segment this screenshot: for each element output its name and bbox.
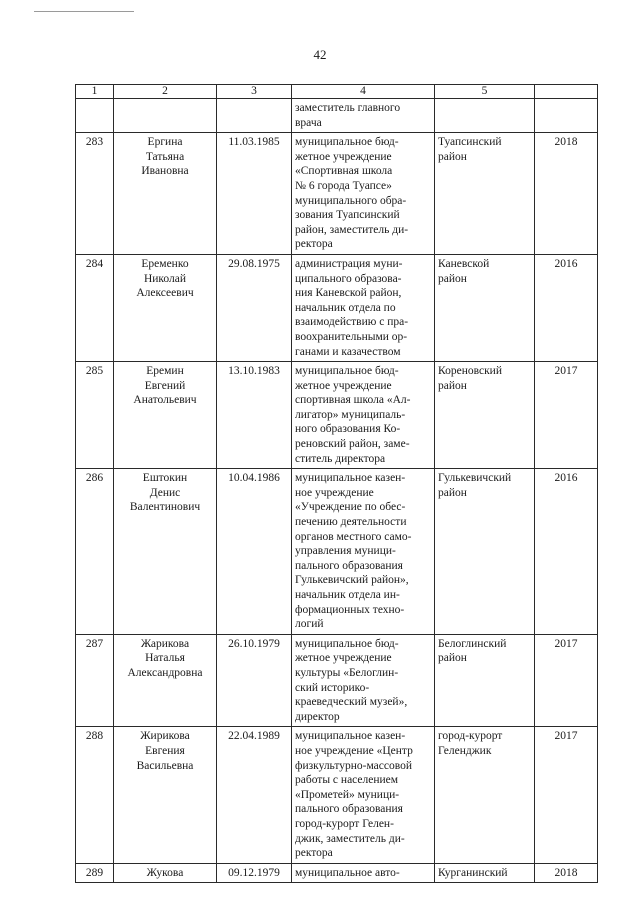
year-cell: 2018 [535, 863, 598, 883]
org-cell [292, 634, 435, 727]
org-line: управления муници- [295, 545, 396, 558]
org-line: жетное учреждение [295, 150, 392, 163]
header-cell: 2 [114, 85, 217, 99]
org-line: печению деятельности [295, 516, 407, 529]
org-line: администрация муни- [295, 257, 403, 270]
table-row [76, 863, 598, 883]
name-line: Евгения [145, 744, 185, 757]
org-line: Гулькевичский район», [295, 574, 409, 587]
name-line: Еременко [141, 257, 189, 270]
district-line: район [438, 652, 467, 665]
org-line: ститель директора [295, 452, 386, 465]
person-name [114, 469, 217, 635]
name-line: Наталья [145, 652, 185, 665]
district-line: район [438, 486, 467, 499]
birth-date: 11.03.1985 [217, 133, 292, 255]
table-row [76, 254, 598, 361]
district-line: район [438, 272, 467, 285]
person-name [114, 254, 217, 361]
org-line: культуры «Белоглин- [295, 666, 399, 679]
district-cell [435, 863, 535, 883]
org-cell [292, 99, 435, 133]
org-line: реновский район, заме- [295, 438, 410, 451]
person-name [114, 634, 217, 727]
table-row [76, 469, 598, 635]
org-line: лигатор» муниципаль- [295, 408, 406, 421]
birth-date: 26.10.1979 [217, 634, 292, 727]
name-line: Евгений [144, 379, 186, 392]
district-line: Курганинский [438, 866, 508, 879]
name-line: Ивановна [141, 165, 189, 178]
year-cell: 2017 [535, 634, 598, 727]
row-number: 286 [76, 469, 114, 635]
district-line: Белоглинский [438, 637, 507, 650]
name-line: Еремин [146, 365, 184, 378]
district-line: город-курорт [438, 730, 503, 743]
name-line: Александровна [127, 666, 203, 679]
district-line: район [438, 379, 467, 392]
year-cell: 2016 [535, 469, 598, 635]
district-line: Каневской [438, 257, 490, 270]
district-cell [435, 254, 535, 361]
row-number: 283 [76, 133, 114, 255]
org-line: директор [295, 710, 340, 723]
name-line: Жирикова [140, 730, 190, 743]
org-line: краеведческий музей», [295, 696, 408, 709]
org-line: муниципальное бюд- [295, 637, 399, 650]
name-line: Васильевна [136, 759, 194, 772]
row-number: 289 [76, 863, 114, 883]
name-line: Алексеевич [136, 287, 194, 300]
org-cell [292, 133, 435, 255]
person-name [114, 727, 217, 863]
registry-table [75, 84, 598, 883]
org-line: начальник отдела ин- [295, 589, 400, 601]
table-row [76, 634, 598, 727]
org-line: врача [295, 116, 322, 129]
header-cell: 5 [435, 85, 535, 99]
name-line: Денис [149, 486, 181, 499]
org-line: муниципального обра- [295, 194, 407, 207]
district-cell [435, 133, 535, 255]
org-line: «Учреждение по обес- [295, 501, 406, 514]
district-line: Геленджик [438, 744, 492, 757]
district-cell [435, 634, 535, 727]
org-line: район, заместитель ди- [295, 223, 409, 236]
continuation-row [76, 99, 598, 133]
row-number: 288 [76, 727, 114, 863]
birth-date: 22.04.1989 [217, 727, 292, 863]
person-name [114, 133, 217, 255]
org-line: муниципальное бюд- [295, 365, 399, 378]
name-line: Жукова [146, 866, 184, 879]
org-line: ректора [295, 238, 333, 251]
org-line: логий [295, 618, 324, 631]
org-line: воохранительными ор- [295, 330, 408, 343]
year-cell: 2017 [535, 362, 598, 469]
birth-date: 10.04.1986 [217, 469, 292, 635]
org-line: «Прометей» муници- [295, 788, 400, 801]
table-row [76, 362, 598, 469]
district-line: Кореновский [438, 365, 502, 378]
org-line: № 6 города Туапсе» [295, 179, 392, 192]
org-line: муниципальное бюд- [295, 136, 399, 149]
org-line: ганами и казачеством [295, 345, 401, 358]
year-cell: 2018 [535, 133, 598, 255]
org-line: «Спортивная школа [295, 165, 393, 178]
district-cell [435, 362, 535, 469]
org-line: жетное учреждение [295, 652, 392, 665]
table-row [76, 727, 598, 863]
org-line: жетное учреждение [295, 379, 392, 392]
org-line: ректора [295, 847, 333, 860]
person-name [114, 863, 217, 883]
org-line: муниципальное казен- [295, 472, 406, 485]
org-line: пального образования [295, 559, 403, 572]
org-cell [292, 727, 435, 863]
row-number: 284 [76, 254, 114, 361]
org-line: город-курорт Гелен- [295, 817, 394, 830]
org-cell [292, 254, 435, 361]
org-cell [292, 469, 435, 635]
name-line: Валентинович [129, 501, 201, 514]
org-line: муниципальное казен- [295, 730, 406, 743]
header-row [76, 85, 598, 99]
org-line: органов местного само- [295, 530, 412, 543]
org-line: ский историко- [295, 681, 370, 694]
org-line: ное учреждение «Центр [295, 744, 413, 757]
name-line: Татьяна [145, 150, 185, 163]
district-cell [435, 469, 535, 635]
org-line: заместитель главного [295, 102, 401, 114]
page-number: 42 [313, 47, 327, 62]
birth-date: 29.08.1975 [217, 254, 292, 361]
name-line: Жарикова [140, 637, 190, 650]
year-cell: 2016 [535, 254, 598, 361]
header-cell: 3 [217, 85, 292, 99]
org-line: взаимодействию с пра- [295, 316, 409, 329]
name-line: Анатольевич [133, 394, 197, 407]
org-line: муниципальное авто- [295, 866, 400, 879]
org-cell [292, 863, 435, 883]
org-cell [292, 362, 435, 469]
org-line: ципального образова- [295, 272, 402, 285]
header-cell: 4 [292, 85, 435, 99]
org-line: спортивная школа «Ал- [295, 394, 411, 407]
district-line: район [438, 150, 467, 163]
name-line: Ергина [147, 136, 183, 149]
org-line: начальник отдела по [295, 301, 396, 314]
org-line: ное учреждение [295, 486, 374, 499]
district-line: Гулькевичский [438, 472, 512, 485]
table-row [76, 133, 598, 255]
header-cell: 1 [76, 85, 114, 99]
top-rule [34, 11, 134, 12]
org-line: формационных техно- [295, 603, 405, 616]
org-line: зования Туапсинский [295, 209, 400, 222]
district-line: Туапсинский [438, 136, 502, 149]
birth-date: 13.10.1983 [217, 362, 292, 469]
name-line: Николай [143, 272, 187, 285]
org-line: физкультурно-массовой [295, 759, 412, 772]
row-number: 285 [76, 362, 114, 469]
header-cell [535, 85, 598, 99]
org-line: ния Каневской район, [295, 287, 402, 300]
org-line: ного образования Ко- [295, 423, 401, 436]
org-line: джик, заместитель ди- [295, 832, 405, 845]
org-line: работы с населением [295, 774, 399, 787]
org-line: пального образования [295, 803, 403, 816]
year-cell: 2017 [535, 727, 598, 863]
district-cell [435, 727, 535, 863]
person-name [114, 362, 217, 469]
birth-date: 09.12.1979 [217, 863, 292, 883]
row-number: 287 [76, 634, 114, 727]
name-line: Ештокин [142, 472, 188, 485]
